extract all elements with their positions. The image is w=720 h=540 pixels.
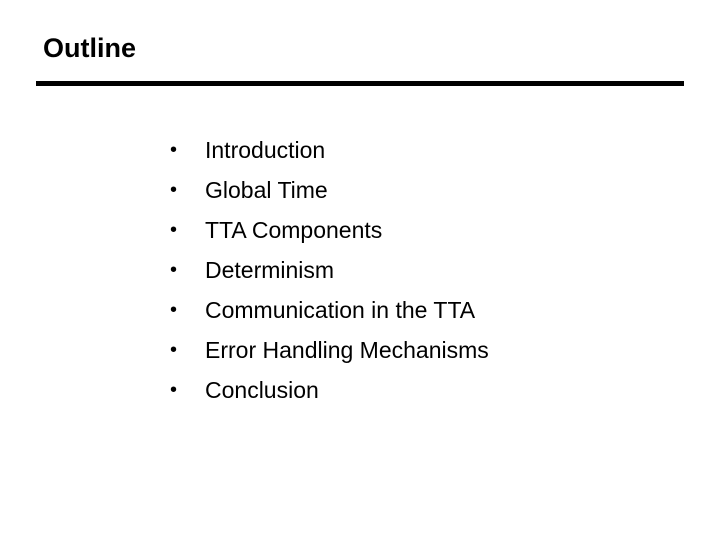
bullet-icon: • xyxy=(170,218,178,241)
bullet-icon: • xyxy=(170,178,178,201)
list-item-text: Communication in the TTA xyxy=(205,296,476,323)
list-item xyxy=(170,210,489,250)
list-item xyxy=(170,170,489,210)
list-item xyxy=(170,370,489,410)
bullet-icon: • xyxy=(170,378,178,401)
list-item-text: Determinism xyxy=(205,256,335,283)
bullet-icon: • xyxy=(170,138,178,161)
bullet-icon: • xyxy=(170,298,178,321)
outline-bullet-list xyxy=(170,130,489,410)
list-item-text: Introduction xyxy=(205,136,326,163)
list-item-text: Error Handling Mechanisms xyxy=(205,336,489,363)
slide-title: Outline xyxy=(43,33,136,63)
list-item xyxy=(170,290,489,330)
title-underline-rule xyxy=(36,81,684,86)
list-item xyxy=(170,250,489,290)
list-item-text: TTA Components xyxy=(205,216,383,243)
bullet-icon: • xyxy=(170,338,178,361)
list-item xyxy=(170,130,489,170)
list-item xyxy=(170,330,489,370)
list-item-text: Global Time xyxy=(205,176,328,203)
bullet-icon: • xyxy=(170,258,178,281)
list-item-text: Conclusion xyxy=(205,376,319,403)
